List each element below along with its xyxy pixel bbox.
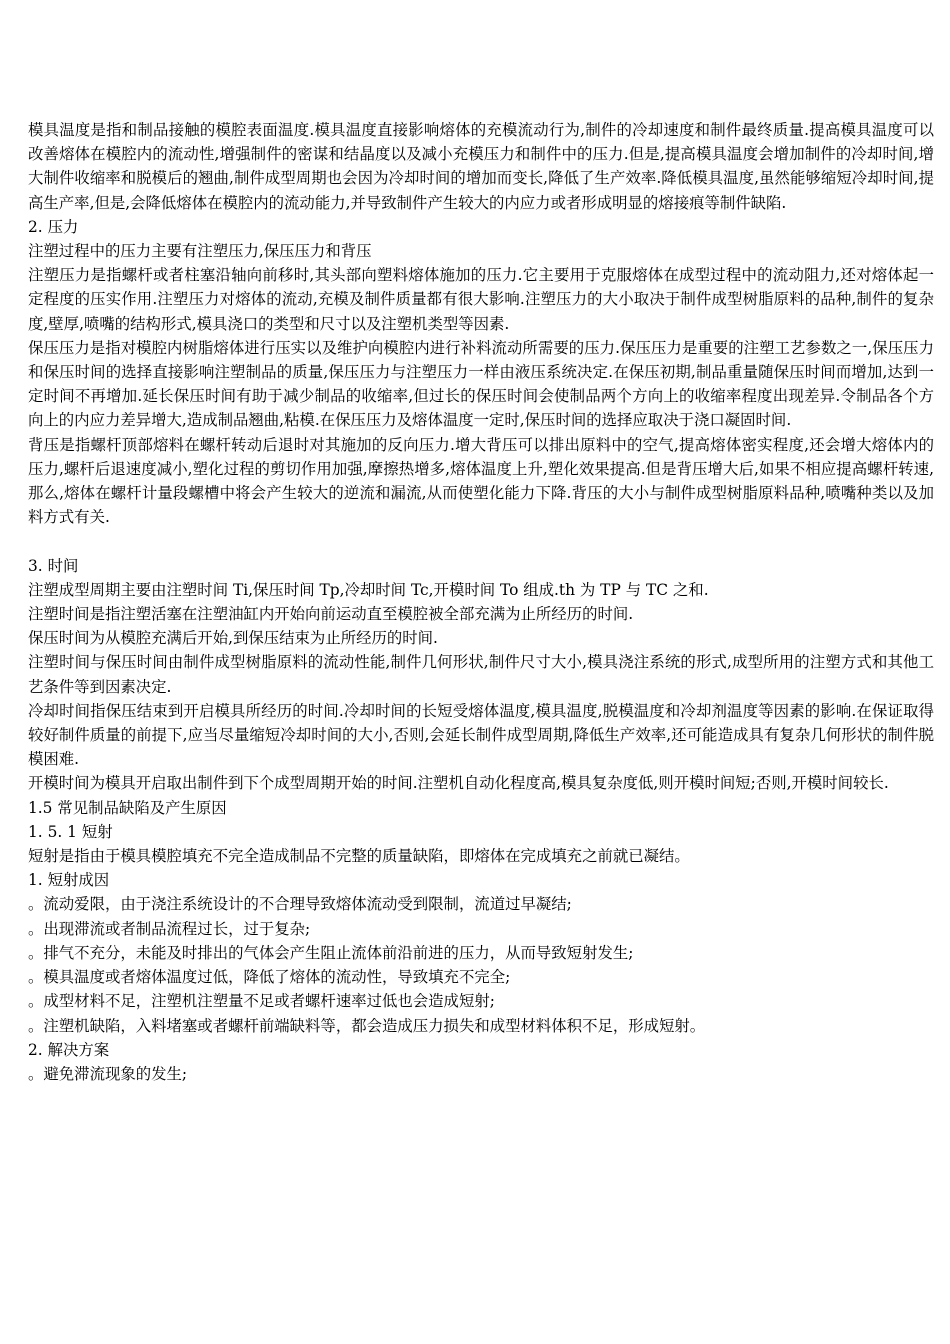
pressure-lead-paragraph: 注塑过程中的压力主要有注塑压力,保压压力和背压	[28, 242, 372, 261]
cause-list-item: 。成型材料不足，注塑机注塑量不足或者螺杆速率过低也会造成短射;	[28, 992, 495, 1011]
cause-list-item: 。模具温度或者熔体温度过低，降低了熔体的流动性，导致填充不完全;	[28, 968, 511, 987]
cycle-time-paragraph: 注塑成型周期主要由注塑时间 Ti,保压时间 Tp,冷却时间 Tc,开模时间 To 组成.th 为 TP 与 TC 之和.	[28, 580, 709, 599]
time-factors-paragraph: 注塑时间与保压时间由制件成型树脂原料的流动性能,制件几何形状,制件尺寸大小,模具浇注系统的形式,成型所用的注塑方式和其他工艺条件等到因素决定.	[28, 653, 934, 696]
back-pressure-paragraph: 背压是指螺杆顶部熔料在螺杆转动后退时对其施加的反向压力.增大背压可以排出原料中的空气,提高熔体密实程度,还会增大熔体内的压力,螺杆后退速度减小,塑化过程的剪切作用加强,摩擦热增多,熔体温度上升,塑化效果提高.但是背压增大后,如果不相应提高螺杆转速,那么,熔体在螺杆计量段螺槽中将会产生较大的逆流和漏流,从而使塑化能力下降.背压的大小与制件成型树脂原料品种,喷嘴种类以及加料方式有关.	[28, 435, 934, 527]
injection-pressure-paragraph: 注塑压力是指螺杆或者柱塞沿轴向前移时,其头部向塑料熔体施加的压力.它主要用于克服熔体在成型过程中的流动阻力,还对熔体起一定程度的压实作用.注塑压力对熔体的流动,充模及制件质量都有很大影响.注塑压力的大小取决于制件成型树脂原料的品种,制件的复杂度,壁厚,喷嘴的结构形式,模具浇口的类型和尺寸以及注塑机类型等因素.	[28, 266, 934, 333]
holding-pressure-paragraph: 保压压力是指对模腔内树脂熔体进行压实以及维护向模腔内进行补料流动所需要的压力.保压压力是重要的注塑工艺参数之一,保压压力和保压时间的选择直接影响注塑制品的质量,保压压力与注塑压力一样由液压系统决定.在保压初期,制品重量随保压时间而增加,达到一定时间不再增加.延长保压时间有助于减少制品的收缩率,但过长的保压时间会使制品两个方向上的收缩率程度出现差异.令制品各个方向上的内应力差异增大,造成制品翘曲,粘模.在保压压力及熔体温度一定时,保压时间的选择应取决于浇口凝固时间.	[28, 338, 934, 430]
opening-time-paragraph: 开模时间为模具开启取出制件到下个成型周期开始的时间.注塑机自动化程度高,模具复杂度低,则开模时间短;否则,开模时间较长.	[28, 774, 889, 793]
cause-list-item: 。流动爱限，由于浇注系统设计的不合理导致熔体流动受到限制，流道过早凝结;	[28, 895, 572, 914]
document-page	[28, 118, 934, 1086]
cause-list-item: 。出现滞流或者制品流程过长，过于复杂;	[28, 919, 311, 938]
holding-time-paragraph: 保压时间为从模腔充满后开始,到保压结束为止所经历的时间.	[28, 629, 438, 648]
section-heading-time: 3. 时间	[28, 556, 79, 575]
causes-heading: 1. 短射成因	[28, 871, 110, 890]
subsection-heading-short-shot: 1. 5. 1 短射	[28, 822, 113, 841]
solutions-heading: 2. 解决方案	[28, 1040, 110, 1059]
short-shot-definition-paragraph: 短射是指由于模具模腔填充不完全造成制品不完整的质量缺陷，即熔体在完成填充之前就已凝结。	[28, 847, 690, 866]
section-heading-pressure: 2. 压力	[28, 217, 79, 236]
solution-list-item: 。避免滞流现象的发生;	[28, 1064, 188, 1083]
blank-line	[28, 529, 934, 553]
section-heading-defects: 1.5 常见制品缺陷及产生原因	[28, 798, 227, 817]
cooling-time-paragraph: 冷却时间指保压结束到开启模具所经历的时间.冷却时间的长短受熔体温度,模具温度,脱模温度和冷却剂温度等因素的影响.在保证取得较好制件质量的前提下,应当尽量缩短冷却时间的大小,否则,会延长制件成型周期,降低生产效率,还可能造成具有复杂几何形状的制件脱模困难.	[28, 701, 934, 769]
cause-list-item: 。注塑机缺陷，入料堵塞或者螺杆前端缺料等，都会造成压力损失和成型材料体积不足，形成短射。	[28, 1016, 706, 1035]
mold-temperature-paragraph: 模具温度是指和制品接触的模腔表面温度.模具温度直接影响熔体的充模流动行为,制件的冷却速度和制件最终质量.提高模具温度可以改善熔体在模腔内的流动性,增强制件的密谋和结晶度以及减小充模压力和制件中的压力.但是,提高模具温度会增加制件的冷却时间,增大制件收缩率和脱模后的翘曲,制件成型周期也会因为冷却时间的增加而变长,降低了生产效率.降低模具温度,虽然能够缩短冷却时间,提高生产率,但是,会降低熔体在模腔内的流动能力,并导致制件产生较大的内应力或者形成明显的熔接痕等制件缺陷.	[28, 121, 934, 212]
cause-list-item: 。排气不充分，未能及时排出的气体会产生阻止流体前沿前进的压力，从而导致短射发生;	[28, 943, 634, 962]
injection-time-paragraph: 注塑时间是指注塑活塞在注塑油缸内开始向前运动直至模腔被全部充满为止所经历的时间.	[28, 605, 634, 624]
